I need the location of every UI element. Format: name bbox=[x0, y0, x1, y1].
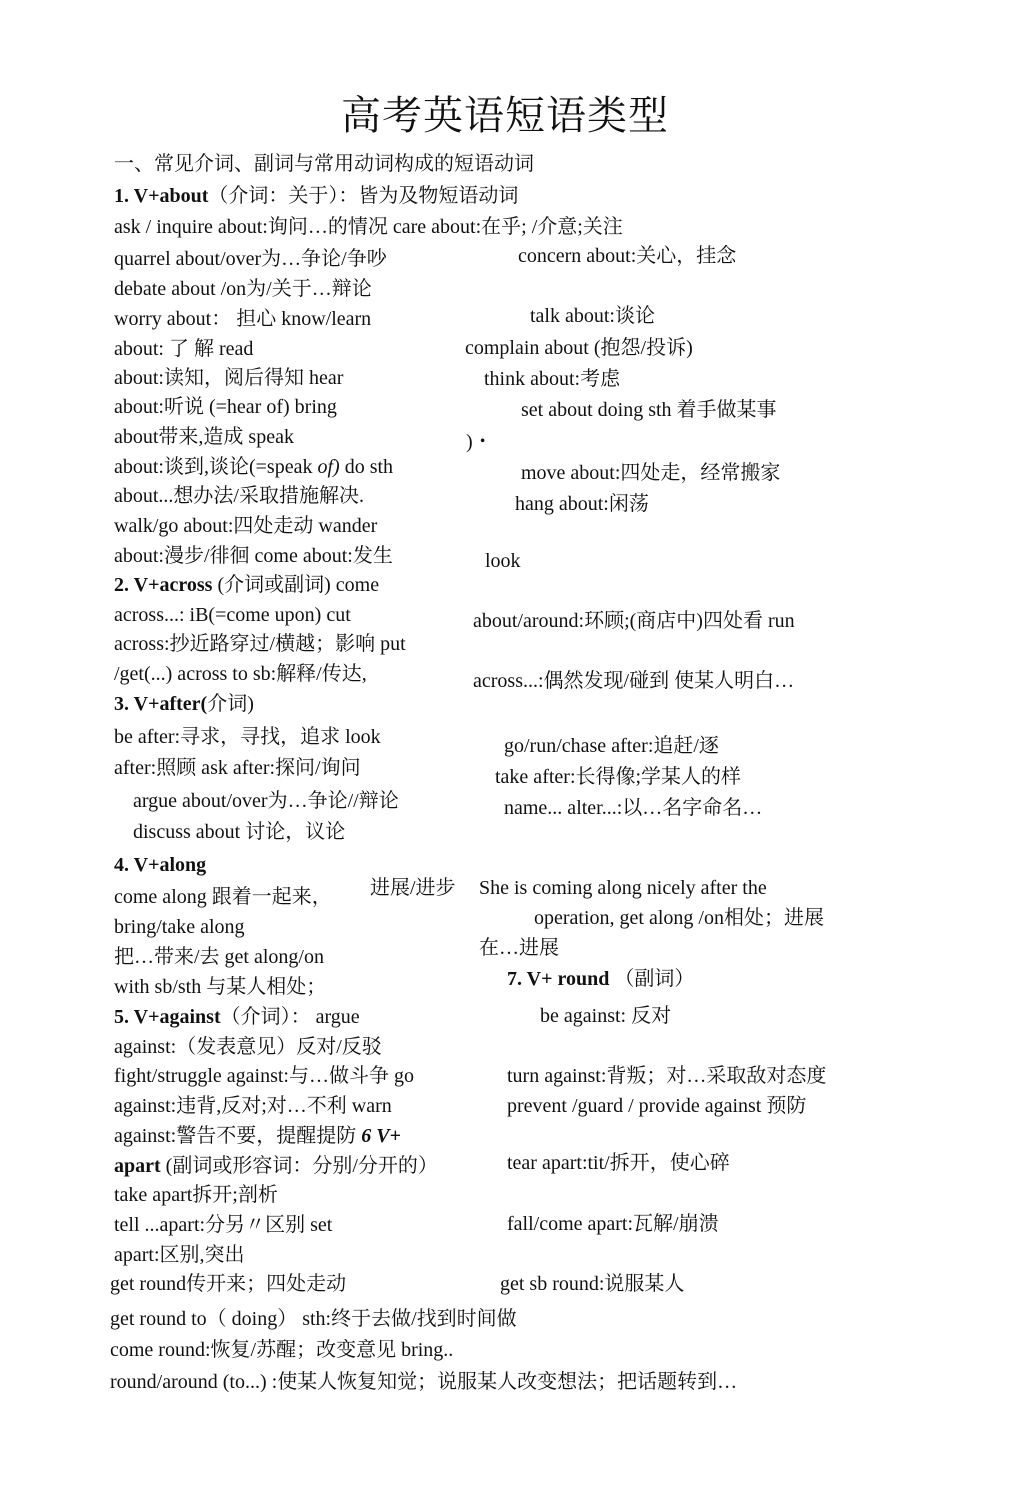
s4-right-3: 在…进展 bbox=[479, 937, 559, 959]
s1-right-2: talk about:谈论 bbox=[530, 305, 655, 327]
s3-line-3: argue about/over为…争论//辩论 bbox=[133, 790, 399, 812]
s5-line-4b: 6 V+ bbox=[361, 1125, 401, 1147]
s5-heading-bold: 5. V+against bbox=[114, 1006, 221, 1028]
s3-heading bbox=[114, 692, 254, 716]
s1-heading-rest: （介词：关于）：皆为及物短语动词 bbox=[208, 185, 519, 207]
s3-right-2: take after:长得像;学某人的样 bbox=[495, 766, 742, 788]
s1-line-3: debate about /on为/关于…辩论 bbox=[114, 278, 372, 300]
s4-line-1: come along 跟着一起来， bbox=[114, 886, 332, 908]
s1-line-12: about:漫步/徘徊 come about:发生 bbox=[114, 545, 393, 567]
s2-heading-bold: 2. V+across bbox=[114, 574, 213, 596]
s5-line-4a: against:警告不要，提醒提防 bbox=[114, 1125, 362, 1147]
s2-heading bbox=[114, 573, 379, 597]
s3-heading-rest: 介词) bbox=[207, 693, 254, 715]
section-heading: 一、常见介词、副词与常用动词构成的短语动词 bbox=[114, 153, 534, 175]
s5-line-8: apart:区别,突出 bbox=[114, 1244, 245, 1266]
s5-right-3: prevent /guard / provide against 预防 bbox=[507, 1095, 807, 1117]
s3-right-3: name... alter...:以…名字命名… bbox=[504, 797, 763, 819]
s7-heading bbox=[507, 967, 694, 991]
s1-heading bbox=[114, 184, 518, 208]
s5-line-5b: (副词或形容词：分别/分开的） bbox=[160, 1155, 438, 1177]
s1-heading-bold: 1. V+about bbox=[114, 185, 209, 207]
s1-line-11: walk/go about:四处走动 wander bbox=[114, 515, 378, 537]
s7-heading-rest: （副词） bbox=[609, 968, 695, 990]
s5-right-4: tear apart:tit/拆开，使心碎 bbox=[507, 1152, 730, 1174]
s5-line-1: against:（发表意见）反对/反驳 bbox=[114, 1036, 382, 1058]
s2-heading-rest: (介词或副词) come bbox=[212, 574, 380, 596]
s5-line-5a: apart bbox=[114, 1155, 161, 1177]
s1-line-2: quarrel about/over为…争论/争吵 bbox=[114, 248, 387, 270]
s4-heading: 4. V+along bbox=[114, 854, 207, 876]
s3-right-1: go/run/chase after:追赶/逐 bbox=[504, 735, 719, 757]
s1-line-7: about:听说 (=hear of) bring bbox=[114, 396, 337, 418]
s1-line-9b: of) bbox=[317, 456, 340, 478]
s4-line-4: with sb/sth 与某人相处； bbox=[114, 976, 327, 998]
s5-line-5 bbox=[114, 1154, 438, 1178]
s1-line-5: about: 了 解 read bbox=[114, 338, 254, 360]
s4-right-2: operation, get along /on相处；进展 bbox=[534, 907, 824, 929]
s2-line-1: across...: iB(=come upon) cut bbox=[114, 604, 351, 626]
s4-line-1b: 进展/进步 bbox=[370, 877, 456, 899]
s2-line-3: /get(...) across to sb:解释/传达, bbox=[114, 663, 367, 685]
s1-right-5: set about doing sth 着手做某事 bbox=[521, 399, 777, 421]
s1-line-10: about...想办法/采取措施解决. bbox=[114, 485, 364, 507]
s1-right-6: )・ bbox=[466, 431, 493, 453]
s1-line-4: worry about： 担心 know/learn bbox=[114, 308, 372, 330]
s1-right-8: hang about:闲荡 bbox=[515, 493, 649, 515]
s4-line-3: 把…带来/去 get along/on bbox=[114, 946, 324, 968]
s7-line-1b: get sb round:说服某人 bbox=[500, 1273, 685, 1295]
s1-right-1: concern about:关心，挂念 bbox=[518, 245, 737, 267]
s5-line-7: tell ...apart:分另〃区别 set bbox=[114, 1214, 333, 1236]
s1-line-9 bbox=[114, 455, 393, 479]
s3-line-4: discuss about 讨论，议论 bbox=[133, 821, 346, 843]
s1-right-11: across...:偶然发现/碰到 使某人明白… bbox=[473, 670, 795, 692]
s5-line-2: fight/struggle against:与…做斗争 go bbox=[114, 1065, 414, 1087]
s7-line-4: round/around (to...) :使某人恢复知觉；说服某人改变想法；把话题转到… bbox=[110, 1371, 738, 1393]
s5-line-4 bbox=[114, 1124, 401, 1148]
s5-right-5: fall/come apart:瓦解/崩溃 bbox=[507, 1213, 719, 1235]
s1-right-9: look bbox=[485, 550, 521, 572]
s1-line-9c: do sth bbox=[339, 456, 394, 478]
s5-line-3: against:违背,反对;对…不利 warn bbox=[114, 1095, 392, 1117]
s1-right-10: about/around:环顾;(商店中)四处看 run bbox=[473, 610, 795, 632]
s7-line-3: come round:恢复/苏醒；改变意见 bring.. bbox=[110, 1339, 454, 1361]
s5-right-1: be against: 反对 bbox=[540, 1005, 672, 1027]
s2-line-2: across:抄近路穿过/横越；影响 put bbox=[114, 633, 406, 655]
s1-right-3: complain about (抱怨/投诉) bbox=[465, 337, 693, 359]
s1-line-1: ask / inquire about:询问…的情况 care about:在乎; /介意;关注 bbox=[114, 216, 623, 238]
s5-heading bbox=[114, 1005, 360, 1029]
s4-line-2: bring/take along bbox=[114, 916, 245, 938]
s1-line-9a: about:谈到,谈论(=speak bbox=[114, 456, 318, 478]
s1-right-7: move about:四处走，经常搬家 bbox=[521, 462, 781, 484]
s3-line-1: be after:寻求，寻找，追求 look bbox=[114, 726, 381, 748]
s5-line-6: take apart拆开;剖析 bbox=[114, 1184, 278, 1206]
s4-right-1: She is coming along nicely after the bbox=[479, 877, 767, 899]
s5-heading-rest: （介词）： argue bbox=[220, 1006, 360, 1028]
s5-right-2: turn against:背叛；对…采取敌对态度 bbox=[507, 1065, 827, 1087]
page-title: 高考英语短语类型 bbox=[341, 93, 669, 138]
s1-line-8: about带来,造成 speak bbox=[114, 426, 294, 448]
s1-right-4: think about:考虑 bbox=[484, 368, 621, 390]
s7-heading-bold: 7. V+ round bbox=[507, 968, 610, 990]
s3-heading-bold: 3. V+after( bbox=[114, 693, 208, 715]
s3-line-2: after:照顾 ask after:探问/询问 bbox=[114, 757, 361, 779]
s1-line-6: about:读知，阅后得知 hear bbox=[114, 367, 344, 389]
s7-line-1: get round传开来；四处走动 bbox=[110, 1273, 347, 1295]
s7-line-2: get round to（ doing） sth:终于去做/找到时间做 bbox=[110, 1308, 517, 1330]
